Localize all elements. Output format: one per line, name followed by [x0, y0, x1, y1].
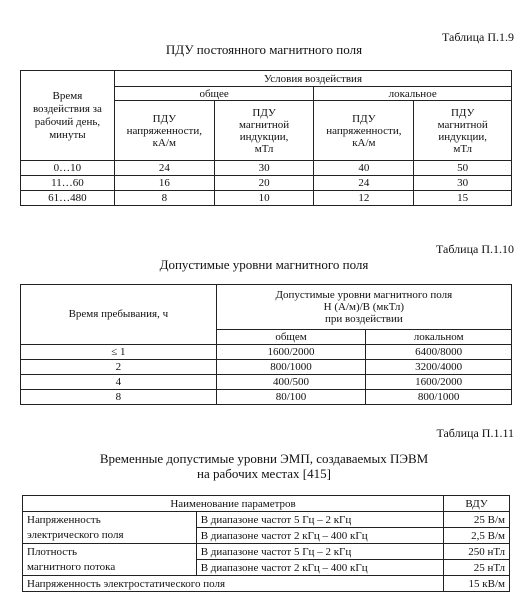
- t1-cell-time: 0…10: [21, 161, 115, 176]
- t1-general-header: общее: [114, 87, 314, 101]
- t1-pdu-induction-general: ПДУ магнитной индукции, мТл: [214, 101, 314, 161]
- t3-value: 15 кВ/м: [444, 576, 510, 592]
- t1-pdu-intensity-local: ПДУ напряженности, кА/м: [314, 101, 414, 161]
- table-row: [21, 161, 512, 176]
- t2-cell-time: 8: [21, 390, 217, 405]
- t1-pdu-induction-local: ПДУ магнитной индукции, мТл: [414, 101, 512, 161]
- table-row: [23, 544, 510, 560]
- t2-cell-value: 400/500: [216, 375, 366, 390]
- t2-cell-time: 4: [21, 375, 217, 390]
- t2-cell-value: 3200/4000: [366, 360, 512, 375]
- table-3-title-line1: Временные допустимые уровни ЭМП, создаваемых ПЭВМ: [99, 451, 429, 466]
- t2-time-header: Время пребывания, ч: [21, 285, 217, 345]
- t3-range: В диапазоне частот 2 кГц – 400 кГц: [196, 560, 443, 576]
- t2-local-header: локальном: [366, 330, 512, 345]
- t3-param-header: Наименование параметров: [23, 496, 444, 512]
- t3-range: В диапазоне частот 5 Гц – 2 кГц: [196, 512, 443, 528]
- t1-cell-value: 8: [114, 191, 214, 206]
- table-row: [21, 360, 512, 375]
- table-2-label: Таблица П.1.10: [436, 242, 514, 256]
- t3-range: В диапазоне частот 5 Гц – 2 кГц: [196, 544, 443, 560]
- t2-levels-line1: Допустимые уровни магнитного поля: [275, 289, 453, 301]
- t3-value: 25 нТл: [444, 560, 510, 576]
- t2-levels-line3: при воздействии: [324, 313, 403, 325]
- t2-cell-value: 80/100: [216, 390, 366, 405]
- t1-cell-value: 24: [114, 161, 214, 176]
- t1-local-header: локальное: [314, 87, 512, 101]
- table-1-title: ПДУ постоянного магнитного поля: [165, 42, 363, 57]
- t1-cell-value: 15: [414, 191, 512, 206]
- t2-levels-header: [216, 285, 511, 330]
- t1-cell-time: 61…480: [21, 191, 115, 206]
- t3-e-field-name: Напряженность электрического поля: [23, 512, 197, 544]
- t2-cell-value: 800/1000: [216, 360, 366, 375]
- table-1-label: Таблица П.1.9: [442, 30, 514, 44]
- t3-value: 2,5 В/м: [444, 528, 510, 544]
- table-3-label: Таблица П.1.11: [436, 426, 514, 440]
- t1-cell-value: 50: [414, 161, 512, 176]
- t3-vdu-header: ВДУ: [444, 496, 510, 512]
- table-1: [20, 70, 512, 206]
- table-2: [20, 284, 512, 405]
- table-row: [21, 345, 512, 360]
- table-row: [23, 576, 510, 592]
- t2-cell-value: 800/1000: [366, 390, 512, 405]
- t3-range: В диапазоне частот 2 кГц – 400 кГц: [196, 528, 443, 544]
- table-3-title-line2: на рабочих местах [415]: [197, 466, 331, 481]
- t2-levels-line2: Н (А/м)/В (мкТл): [323, 301, 405, 313]
- t3-m-flux-name: Плотность магнитного потока: [23, 544, 197, 576]
- t3-es-field-name: Напряженность электростатического поля: [23, 576, 444, 592]
- t1-time-header: Время воздействия за рабочий день, минуты: [21, 71, 115, 161]
- t2-cell-value: 1600/2000: [366, 375, 512, 390]
- t1-cell-value: 40: [314, 161, 414, 176]
- table-row: [21, 390, 512, 405]
- t1-cell-value: 20: [214, 176, 314, 191]
- table-row: [23, 512, 510, 528]
- table-row: [21, 176, 512, 191]
- t1-cell-value: 24: [314, 176, 414, 191]
- t1-conditions-header: Условия воздействия: [114, 71, 511, 87]
- t1-cell-value: 12: [314, 191, 414, 206]
- table-3: [22, 495, 510, 592]
- t2-cell-time: ≤ 1: [21, 345, 217, 360]
- t2-cell-value: 1600/2000: [216, 345, 366, 360]
- t3-value: 25 В/м: [444, 512, 510, 528]
- t2-cell-time: 2: [21, 360, 217, 375]
- table-row: [21, 375, 512, 390]
- t2-cell-value: 6400/8000: [366, 345, 512, 360]
- t1-cell-time: 11…60: [21, 176, 115, 191]
- t2-general-header: общем: [216, 330, 366, 345]
- t1-pdu-intensity-general: ПДУ напряженности, кА/м: [114, 101, 214, 161]
- t3-value: 250 нТл: [444, 544, 510, 560]
- t1-cell-value: 30: [414, 176, 512, 191]
- table-row: [21, 191, 512, 206]
- t1-cell-value: 30: [214, 161, 314, 176]
- t1-cell-value: 10: [214, 191, 314, 206]
- table-2-title: Допустимые уровни магнитного поля: [159, 257, 369, 272]
- t1-cell-value: 16: [114, 176, 214, 191]
